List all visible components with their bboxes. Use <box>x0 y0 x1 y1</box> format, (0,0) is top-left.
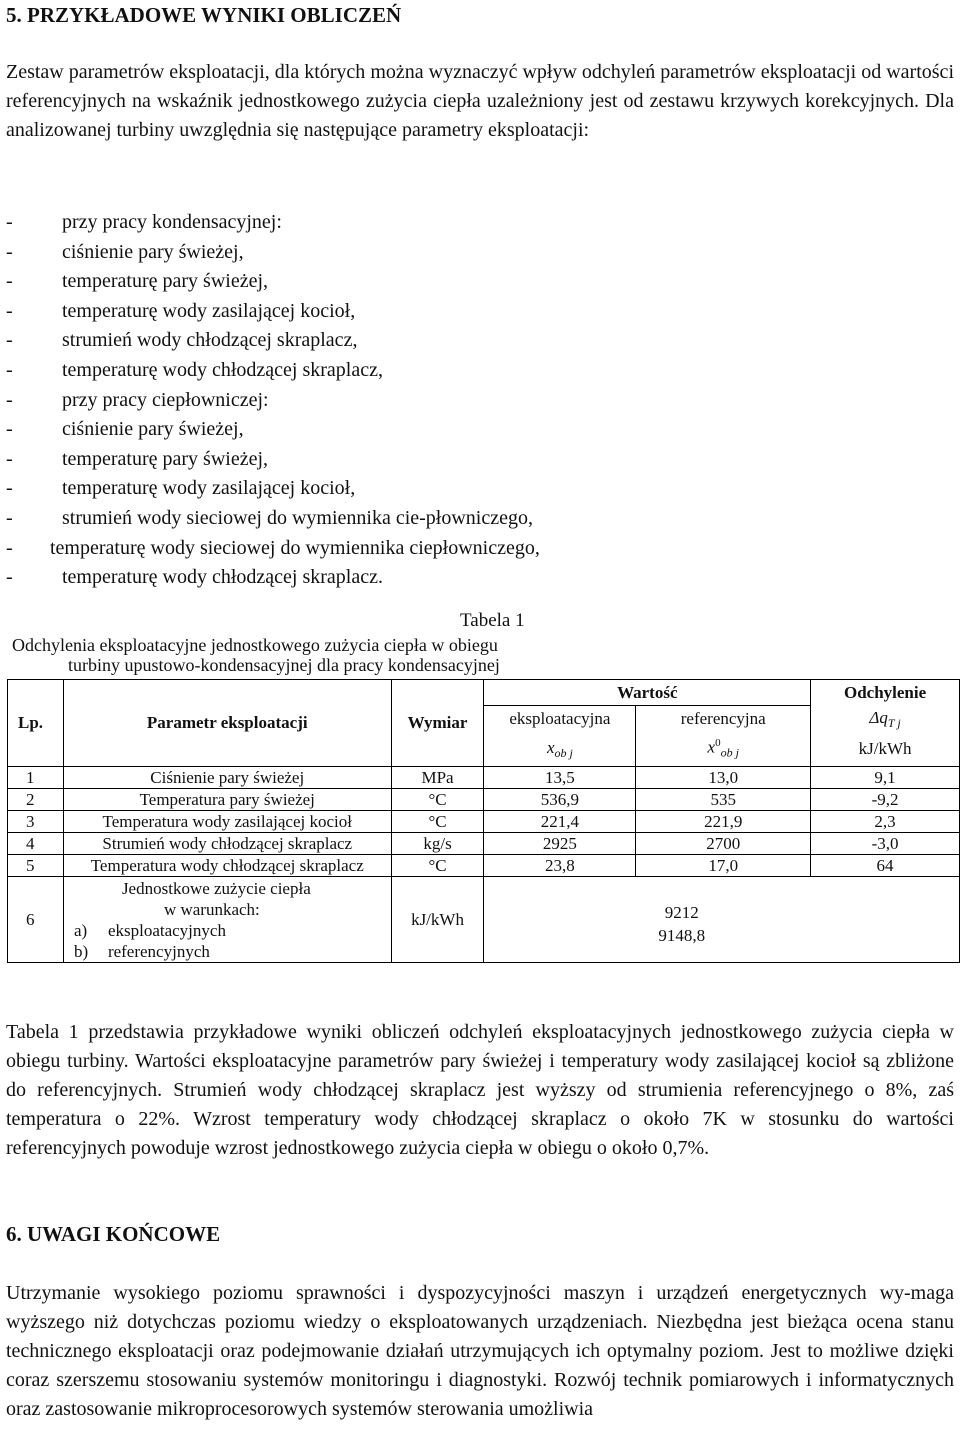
header-dev-symbol: $\Delta q_{T j}$ <box>811 706 960 733</box>
table-header-row <box>8 680 960 706</box>
table-row: 5 Temperatura wody chłodzącej skraplacz °C 23,8 17,0 64 <box>8 855 960 877</box>
list-item: - temperaturę wody zasilającej kocioł, <box>6 477 356 500</box>
list-item: - strumień wody sieciowej do wymiennika cie-płowniczego, <box>6 506 533 529</box>
header-exploit: eksploatacyjna <box>484 706 636 733</box>
table-row: 4 Strumień wody chłodzącej skraplacz kg/s 2925 2700 -3,0 <box>8 833 960 855</box>
header-lp: Lp. <box>8 680 64 767</box>
header-ref-symbol: $x^0_{ob j}$ <box>636 733 811 767</box>
list-item: - przy pracy kondensacyjnej: <box>6 211 282 233</box>
section-6-heading: 6. UWAGI KOŃCOWE <box>6 1222 221 1246</box>
section-6-text: Utrzymanie wysokiego poziomu sprawności i dyspozycyjności maszyn i urządzeń energetycznych wy-maga wyższego niż dotychczas poziomu wiedzy o eksploatowanych urządzeniach. Niezbędna jest bieżąca ocena stanu technicznego eksploatacji oraz podejmowanie działań utrzymujących ich optymalny poziom. Jest to możliwe dzięki coraz szerszemu stosowaniu systemów monitoringu i diagnostyki. Rozwój technik pomiarowych i informatycznych oraz zastosowanie mikroprocesorowych systemów sterowania umożliwia <box>6 1282 954 1420</box>
table-row-heat-rate: 6 Jednostkowe zużycie ciepła w warunkach: a) eksploatacyjnych b) referencyjnych kJ/kWh 9212 9148,8 <box>8 877 960 963</box>
table-row: 2 Temperatura pary świeżej °C 536,9 535 -9,2 <box>8 789 960 811</box>
section-5-intro: Zestaw parametrów eksploatacji, dla których można wyznaczyć wpływ odchyleń parametrów eksploatacji od wartości referencyjnych na wskaźnik jednostkowego zużycia ciepła uzależniony jest od zestawu krzywych korekcyjnych. Dla analizowanej turbiny uwzględnia się następujące parametry eksploatacji: <box>6 61 954 141</box>
results-table <box>7 679 960 963</box>
header-param: Parametr eksploatacji <box>63 680 391 767</box>
header-unit: Wymiar <box>391 680 484 767</box>
list-item: - przy pracy ciepłowniczej: <box>6 388 269 411</box>
table-discussion: Tabela 1 przedstawia przykładowe wyniki obliczeń odchyleń eksploatacyjnych jednostkowego zużycia ciepła w obiegu turbiny. Wartości eksploatacyjne parametrów pary świeżej i temperatury wody zasilającej kocioł są zbliżone do referencyjnych. Strumień wody chłodzącej skraplacz jest wyższy od strumienia referencyjnego o 8%, zaś temperatura o 22%. Wzrost temperatury wody chłodzącej skraplacz o około 7K w stosunku do wartości referencyjnych powoduje wzrost jednostkowego zużycia ciepła w obiegu o około 0,7%. <box>6 1021 954 1159</box>
list-item: - temperaturę wody sieciowej do wymiennika ciepłowniczego, <box>6 536 540 559</box>
header-value: Wartość <box>484 680 811 706</box>
table-row: 3 Temperatura wody zasilającej kocioł °C 221,4 221,9 2,3 <box>8 811 960 833</box>
table-caption-line-2: turbiny upustowo-kondensacyjnej dla pracy kondensacyjnej <box>68 655 500 675</box>
table-label: Tabela 1 <box>460 610 525 631</box>
list-item: - temperaturę pary świeżej, <box>6 447 269 470</box>
header-ref: referencyjna <box>636 706 811 733</box>
list-item: - ciśnienie pary świeżej, <box>6 240 244 263</box>
parameter-list <box>6 208 540 593</box>
list-item: - strumień wody chłodzącej skraplacz, <box>6 329 358 352</box>
list-item: - temperaturę wody chłodzącej skraplacz, <box>6 358 383 381</box>
list-item: - ciśnienie pary świeżej, <box>6 418 244 441</box>
header-dev-unit: kJ/kWh <box>811 733 960 767</box>
table-caption-line-1: Odchylenia eksploatacyjne jednostkowego zużycia ciepła w obiegu <box>12 635 498 655</box>
list-item: - temperaturę pary świeżej, <box>6 270 269 293</box>
list-item: - temperaturę wody zasilającej kocioł, <box>6 299 356 322</box>
table-row: 1 Ciśnienie pary świeżej MPa 13,5 13,0 9,1 <box>8 767 960 789</box>
list-item: - temperaturę wody chłodzącej skraplacz. <box>6 566 383 589</box>
header-exploit-symbol: $x_{ob j}$ <box>484 733 636 767</box>
section-5-heading: 5. PRZYKŁADOWE WYNIKI OBLICZEŃ <box>6 3 402 27</box>
header-deviation: Odchylenie <box>811 680 960 706</box>
